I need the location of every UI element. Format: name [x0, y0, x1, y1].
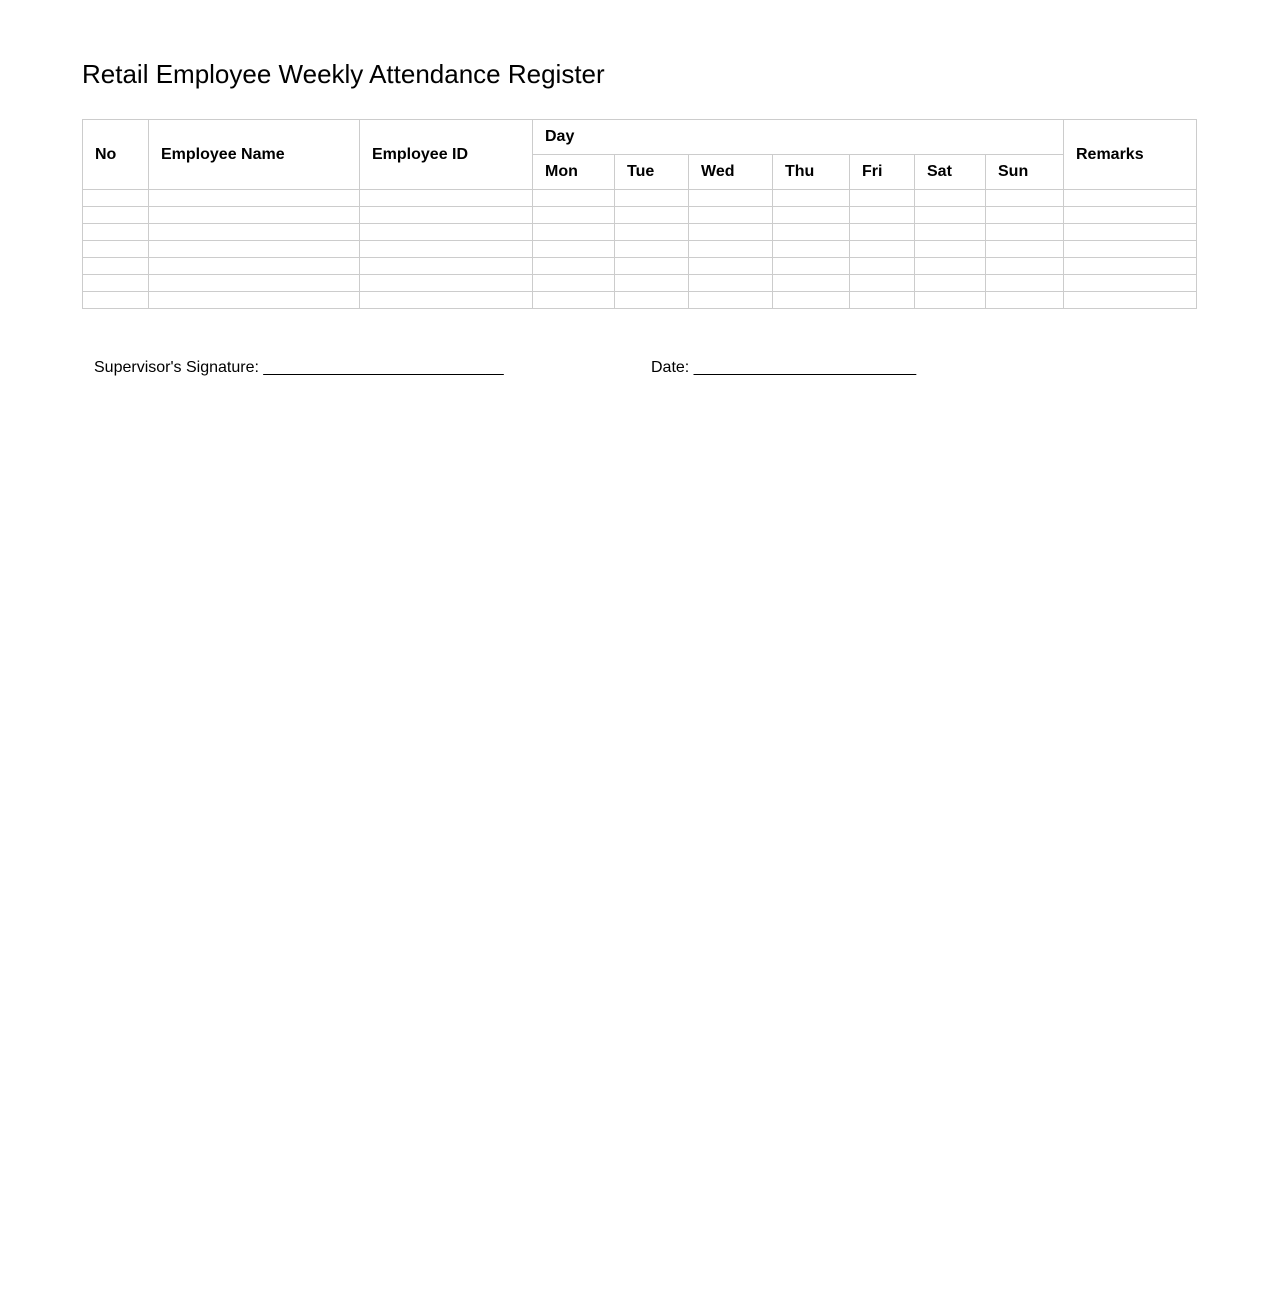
table-row — [83, 292, 1197, 309]
table-cell — [149, 258, 360, 275]
table-cell — [615, 224, 689, 241]
table-cell — [149, 292, 360, 309]
table-cell — [615, 207, 689, 224]
table-cell — [773, 224, 850, 241]
table-cell — [83, 190, 149, 207]
table-cell — [986, 190, 1064, 207]
table-cell — [689, 292, 773, 309]
table-cell — [773, 207, 850, 224]
table-cell — [850, 190, 915, 207]
table-cell — [1064, 258, 1197, 275]
table-cell — [915, 258, 986, 275]
table-cell — [149, 275, 360, 292]
table-cell — [360, 207, 533, 224]
table-cell — [986, 292, 1064, 309]
header-sat: Sat — [915, 155, 986, 190]
table-cell — [986, 275, 1064, 292]
table-cell — [533, 258, 615, 275]
table-cell — [149, 224, 360, 241]
table-cell — [533, 224, 615, 241]
header-tue: Tue — [615, 155, 689, 190]
table-cell — [915, 292, 986, 309]
header-sun: Sun — [986, 155, 1064, 190]
table-cell — [986, 224, 1064, 241]
table-row — [83, 275, 1197, 292]
header-no: No — [83, 120, 149, 190]
header-thu: Thu — [773, 155, 850, 190]
table-cell — [533, 275, 615, 292]
table-cell — [533, 292, 615, 309]
table-row — [83, 258, 1197, 275]
table-cell — [360, 258, 533, 275]
header-employee-id: Employee ID — [360, 120, 533, 190]
table-cell — [850, 241, 915, 258]
table-cell — [773, 258, 850, 275]
table-cell — [689, 275, 773, 292]
table-cell — [689, 258, 773, 275]
table-cell — [1064, 207, 1197, 224]
table-cell — [615, 258, 689, 275]
table-cell — [1064, 241, 1197, 258]
table-cell — [615, 241, 689, 258]
attendance-table — [82, 119, 1197, 309]
table-cell — [83, 292, 149, 309]
table-cell — [533, 190, 615, 207]
header-day-group: Day — [533, 120, 1064, 155]
document-title: Retail Employee Weekly Attendance Register — [82, 59, 605, 89]
table-cell — [149, 207, 360, 224]
table-cell — [533, 207, 615, 224]
table-cell — [850, 292, 915, 309]
table-cell — [773, 241, 850, 258]
table-cell — [615, 292, 689, 309]
table-row — [83, 190, 1197, 207]
table-cell — [360, 292, 533, 309]
table-cell — [986, 241, 1064, 258]
table-cell — [773, 275, 850, 292]
table-row — [83, 241, 1197, 258]
table-cell — [915, 224, 986, 241]
table-row — [83, 207, 1197, 224]
table-cell — [773, 292, 850, 309]
table-cell — [689, 224, 773, 241]
table-cell — [83, 258, 149, 275]
header-employee-name: Employee Name — [149, 120, 360, 190]
table-cell — [615, 275, 689, 292]
table-cell — [83, 224, 149, 241]
table-cell — [149, 241, 360, 258]
table-cell — [83, 275, 149, 292]
table-cell — [615, 190, 689, 207]
table-cell — [915, 190, 986, 207]
table-cell — [915, 241, 986, 258]
header-wed: Wed — [689, 155, 773, 190]
table-cell — [689, 207, 773, 224]
header-mon: Mon — [533, 155, 615, 190]
table-cell — [83, 241, 149, 258]
header-remarks: Remarks — [1064, 120, 1197, 190]
header-fri: Fri — [850, 155, 915, 190]
table-cell — [360, 224, 533, 241]
table-cell — [83, 207, 149, 224]
table-cell — [773, 190, 850, 207]
table-cell — [533, 241, 615, 258]
table-row — [83, 224, 1197, 241]
table-cell — [360, 190, 533, 207]
table-cell — [1064, 190, 1197, 207]
table-cell — [689, 190, 773, 207]
table-cell — [1064, 292, 1197, 309]
table-cell — [850, 258, 915, 275]
table-cell — [1064, 224, 1197, 241]
table-cell — [360, 241, 533, 258]
table-cell — [149, 190, 360, 207]
table-cell — [850, 224, 915, 241]
date-field: Date: _________________________ — [651, 359, 917, 376]
table-cell — [850, 275, 915, 292]
table-cell — [360, 275, 533, 292]
table-cell — [915, 207, 986, 224]
table-cell — [915, 275, 986, 292]
table-cell — [986, 207, 1064, 224]
table-cell — [689, 241, 773, 258]
table-cell — [986, 258, 1064, 275]
table-cell — [1064, 275, 1197, 292]
supervisor-signature-field: Supervisor's Signature: ___________________________ — [94, 359, 504, 376]
table-cell — [850, 207, 915, 224]
